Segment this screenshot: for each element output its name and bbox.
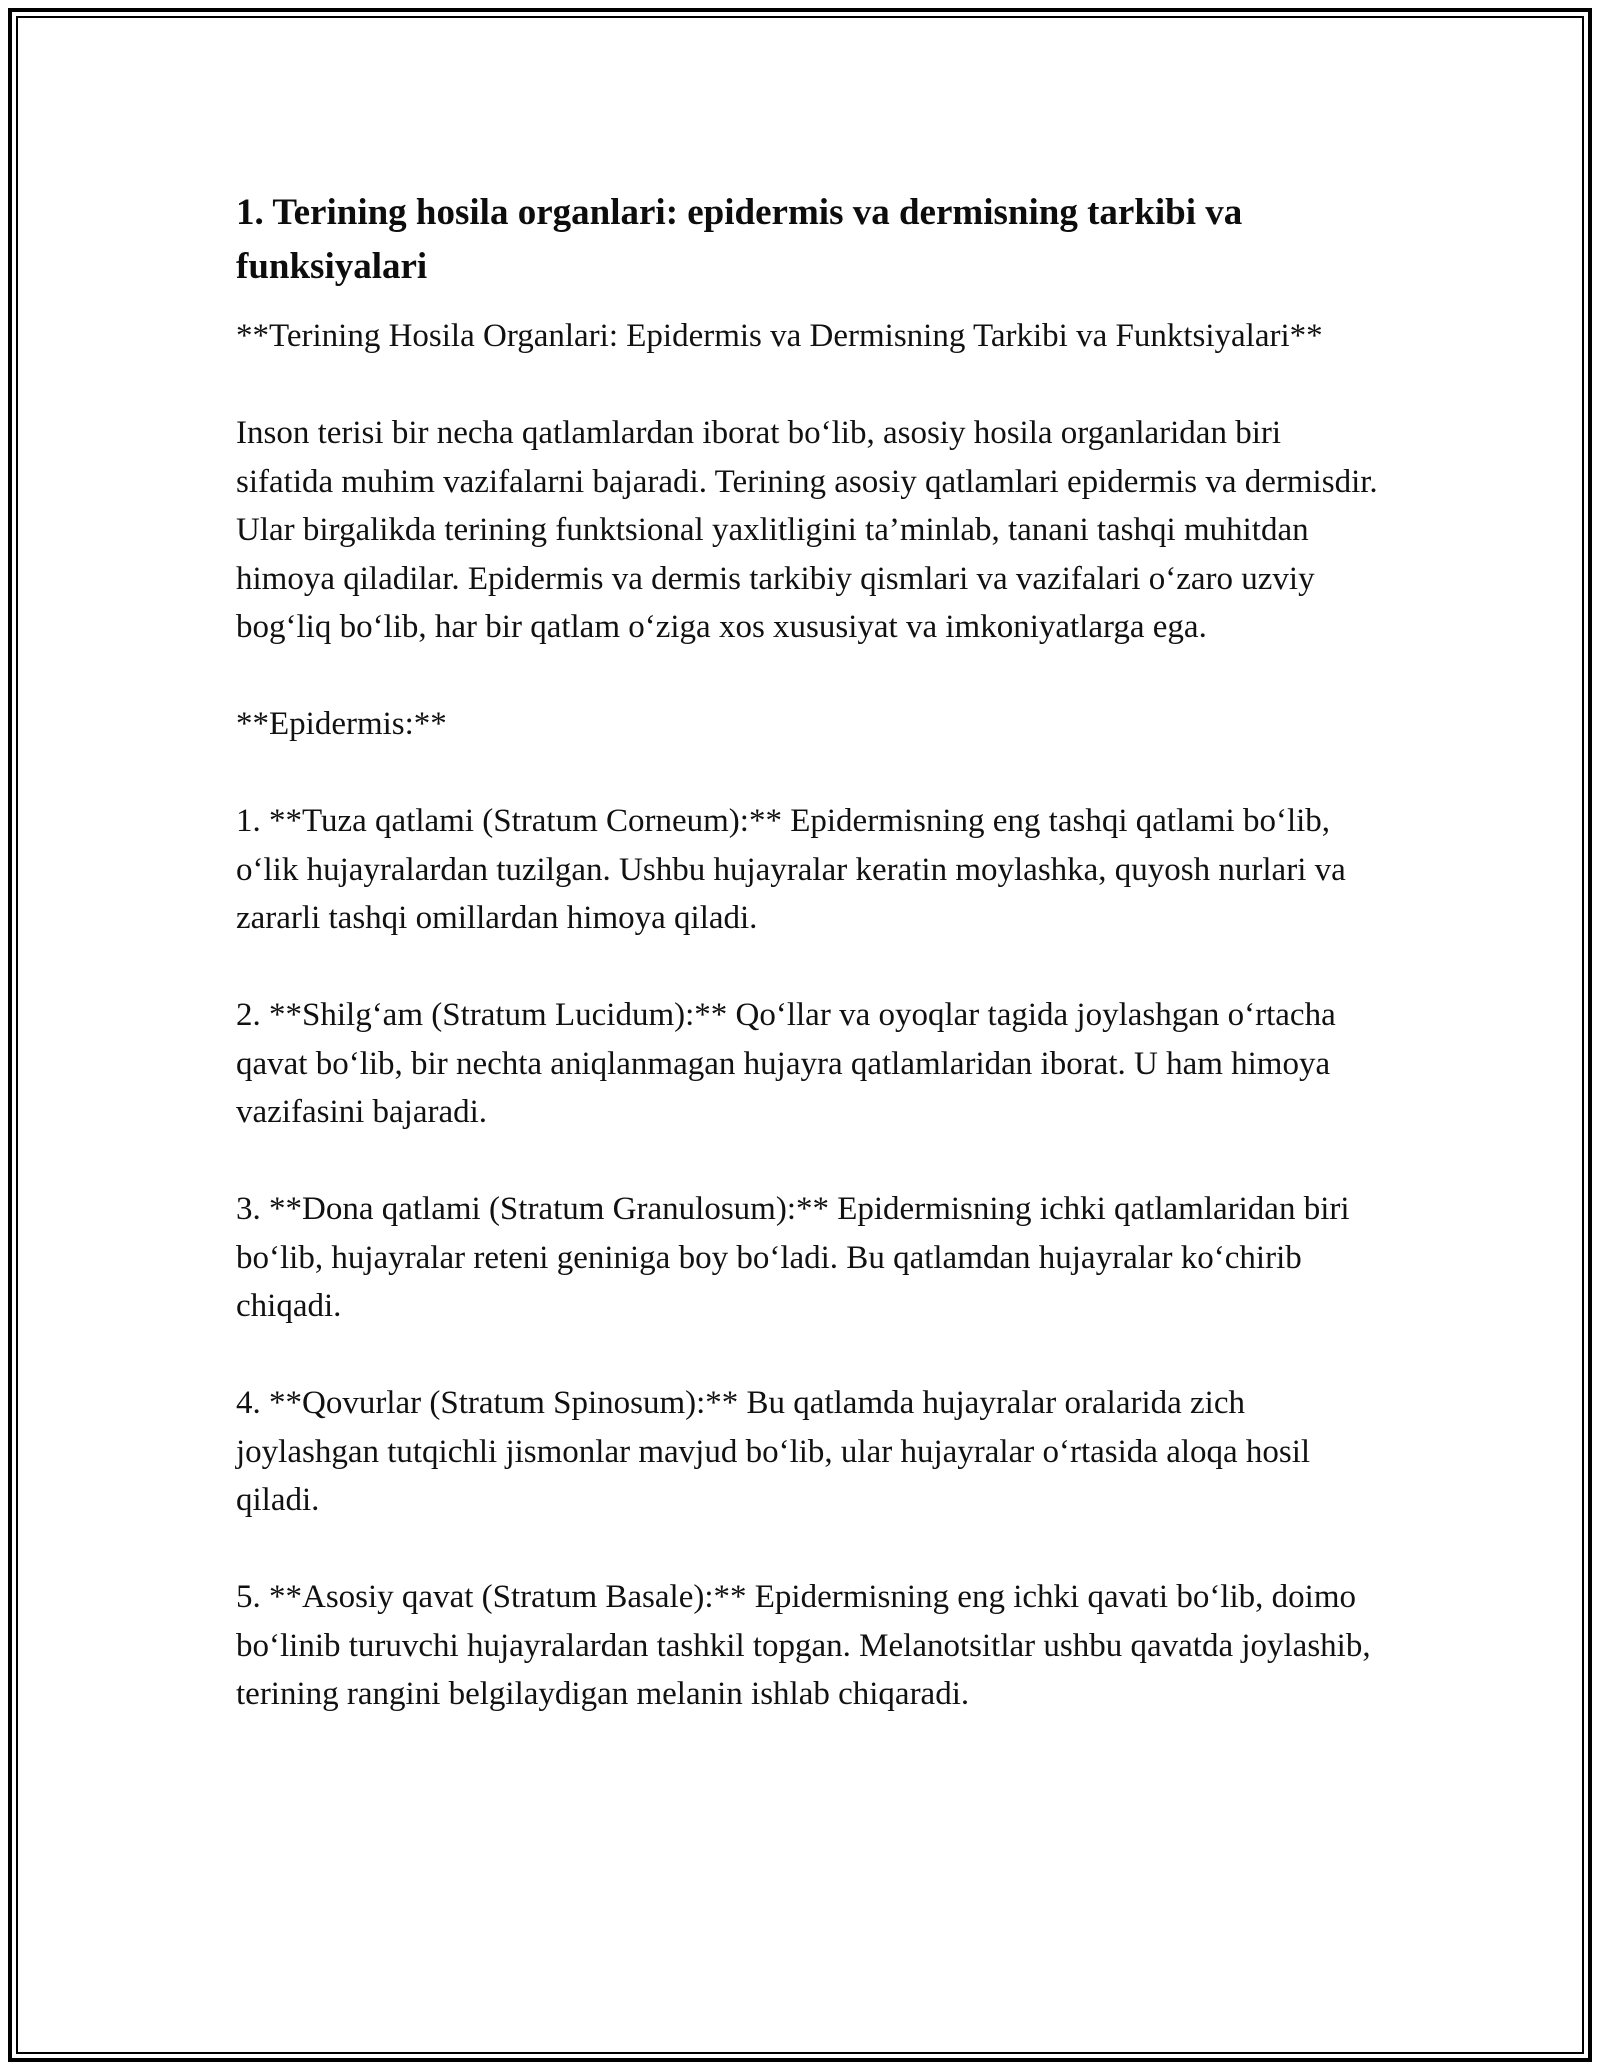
- list-item-stratum-spinosum: 4. **Qovurlar (Stratum Spinosum):** Bu qatlamda hujayralar oralarida zich joylashgan tutqichli jismonlar mavjud bo‘lib, ular hujayralar o‘rtasida aloqa hosil qiladi.: [236, 1385, 1319, 1518]
- list-item-stratum-basale: 5. **Asosiy qavat (Stratum Basale):** Epidermisning eng ichki qavati bo‘lib, doimo bo‘linib turuvchi hujayralardan tashkil topgan. Melanotsitlar ushbu qavatda joylashib, terining rangini belgilaydigan melanin ishlab chiqaradi.: [236, 1579, 1379, 1712]
- paragraph-epidermis-heading: **Epidermis:**: [236, 706, 447, 742]
- paragraph-title-bold: **Terining Hosila Organlari: Epidermis va Dermisning Tarkibi va Funktsiyalari**: [236, 318, 1323, 354]
- document-body: [236, 186, 1386, 1767]
- list-item-stratum-granulosum: 3. **Dona qatlami (Stratum Granulosum):** Epidermisning ichki qatlamlaridan biri bo‘lib, hujayralar reteni geniniga boy bo‘ladi. Bu qatlamdan hujayralar ko‘chirib chiqadi.: [236, 1191, 1358, 1324]
- list-item-stratum-corneum: 1. **Tuza qatlami (Stratum Corneum):** Epidermisning eng tashqi qatlami bo‘lib, o‘lik hujayralardan tuzilgan. Ushbu hujayralar keratin moylashka, quyosh nurlari va zararli tashqi omillardan himoya qiladi.: [236, 803, 1355, 936]
- section-heading: 1. Terining hosila organlari: epidermis va dermisning tarkibi va funksiyalari: [236, 192, 1243, 287]
- list-item-stratum-lucidum: 2. **Shilg‘am (Stratum Lucidum):** Qo‘llar va oyoqlar tagida joylashgan o‘rtacha qavat bo‘lib, bir nechta aniqlanmagan hujayra qatlamlaridan iborat. U ham himoya vazifasini bajaradi.: [236, 997, 1344, 1130]
- paragraph-intro: Inson terisi bir necha qatlamlardan iborat bo‘lib, asosiy hosila organlaridan biri sifatida muhim vazifalarni bajaradi. Terining asosiy qatlamlari epidermis va dermisdir. Ular birgalikda terining funktsional yaxlitligini ta’minlab, tanani tashqi muhitdan himoya qiladilar. Epidermis va dermis tarkibiy qismlari va vazifalari o‘zaro uzviy bog‘liq bo‘lib, har bir qatlam o‘ziga xos xususiyat va imkoniyatlarga ega.: [236, 415, 1386, 645]
